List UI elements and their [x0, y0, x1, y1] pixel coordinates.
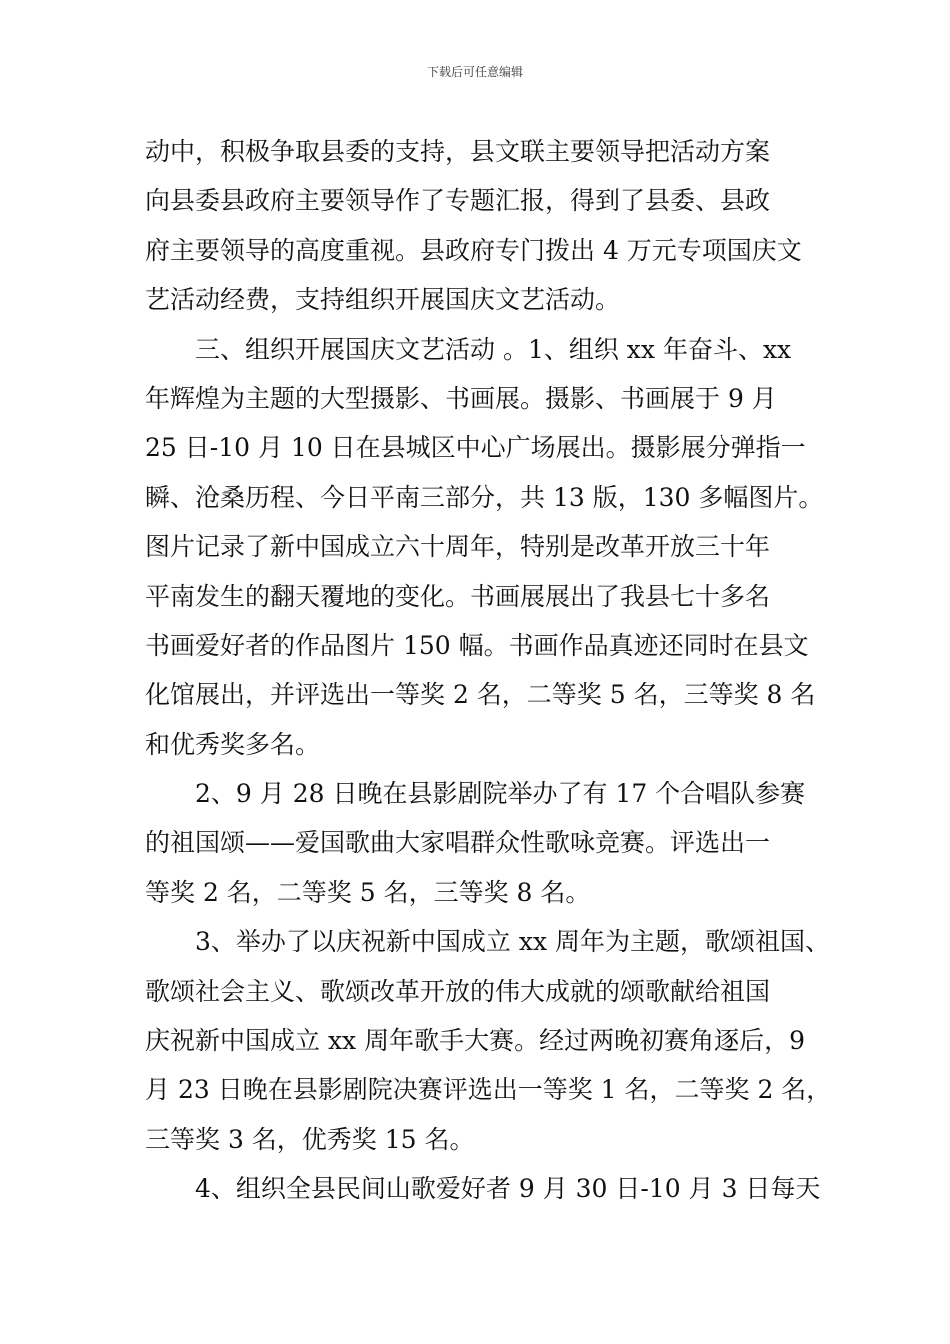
text-line: 瞬、沧桑历程、今日平南三部分，共 13 版，130 多幅图片。 — [145, 482, 824, 512]
text-line: 书画爱好者的作品图片 150 幅。书画作品真迹还同时在县文 — [145, 630, 809, 660]
text-line: 平南发生的翻天覆地的变化。书画展展出了我县七十多名 — [145, 581, 771, 611]
text-line: 的祖国颂——爱国歌曲大家唱群众性歌咏竞赛。评选出一 — [145, 828, 771, 858]
text-line: 年辉煌为主题的大型摄影、书画展。摄影、书画展于 9 月 — [145, 383, 777, 413]
text-line: 向县委县政府主要领导作了专题汇报，得到了县委、县政 — [145, 186, 771, 216]
text-line: 3、举办了以庆祝新中国成立 xx 周年为主题，歌颂祖国、 — [145, 927, 830, 957]
text-line: 4、组织全县民间山歌爱好者 9 月 30 日-10 月 3 日每天 — [145, 1174, 821, 1204]
text-line: 图片记录了新中国成立六十周年，特别是改革开放三十年 — [145, 532, 771, 562]
text-line: 等奖 2 名，二等奖 5 名，三等奖 8 名。 — [145, 877, 591, 907]
text-line: 25 日-10 月 10 日在县城区中心广场展出。摄影展分弹指一 — [145, 433, 806, 463]
text-line: 艺活动经费，支持组织开展国庆文艺活动。 — [145, 285, 621, 315]
text-line: 月 23 日晚在县影剧院决赛评选出一等奖 1 名，二等奖 2 名， — [145, 1075, 832, 1105]
text-line: 化馆展出，并评选出一等奖 2 名，二等奖 5 名，三等奖 8 名 — [145, 680, 816, 710]
page-header: 下载后可任意编辑 — [426, 65, 523, 79]
text-line: 歌颂社会主义、歌颂改革开放的伟大成就的颂歌献给祖国 — [145, 976, 771, 1006]
document-body — [145, 127, 832, 1214]
text-line: 动中，积极争取县委的支持，县文联主要领导把活动方案 — [145, 137, 771, 166]
text-line: 三、组织开展国庆文艺活动 。1、组织 xx 年奋斗、xx — [145, 334, 792, 364]
text-line: 和优秀奖多名。 — [145, 729, 321, 759]
text-line: 庆祝新中国成立 xx 周年歌手大赛。经过两晚初赛角逐后，9 — [145, 1026, 805, 1056]
text-line: 三等奖 3 名，优秀奖 15 名。 — [145, 1124, 475, 1154]
text-line: 府主要领导的高度重视。县政府专门拨出 4 万元专项国庆文 — [145, 235, 802, 265]
text-line: 2、9 月 28 日晚在县影剧院举办了有 17 个合唱队参赛 — [145, 779, 806, 809]
